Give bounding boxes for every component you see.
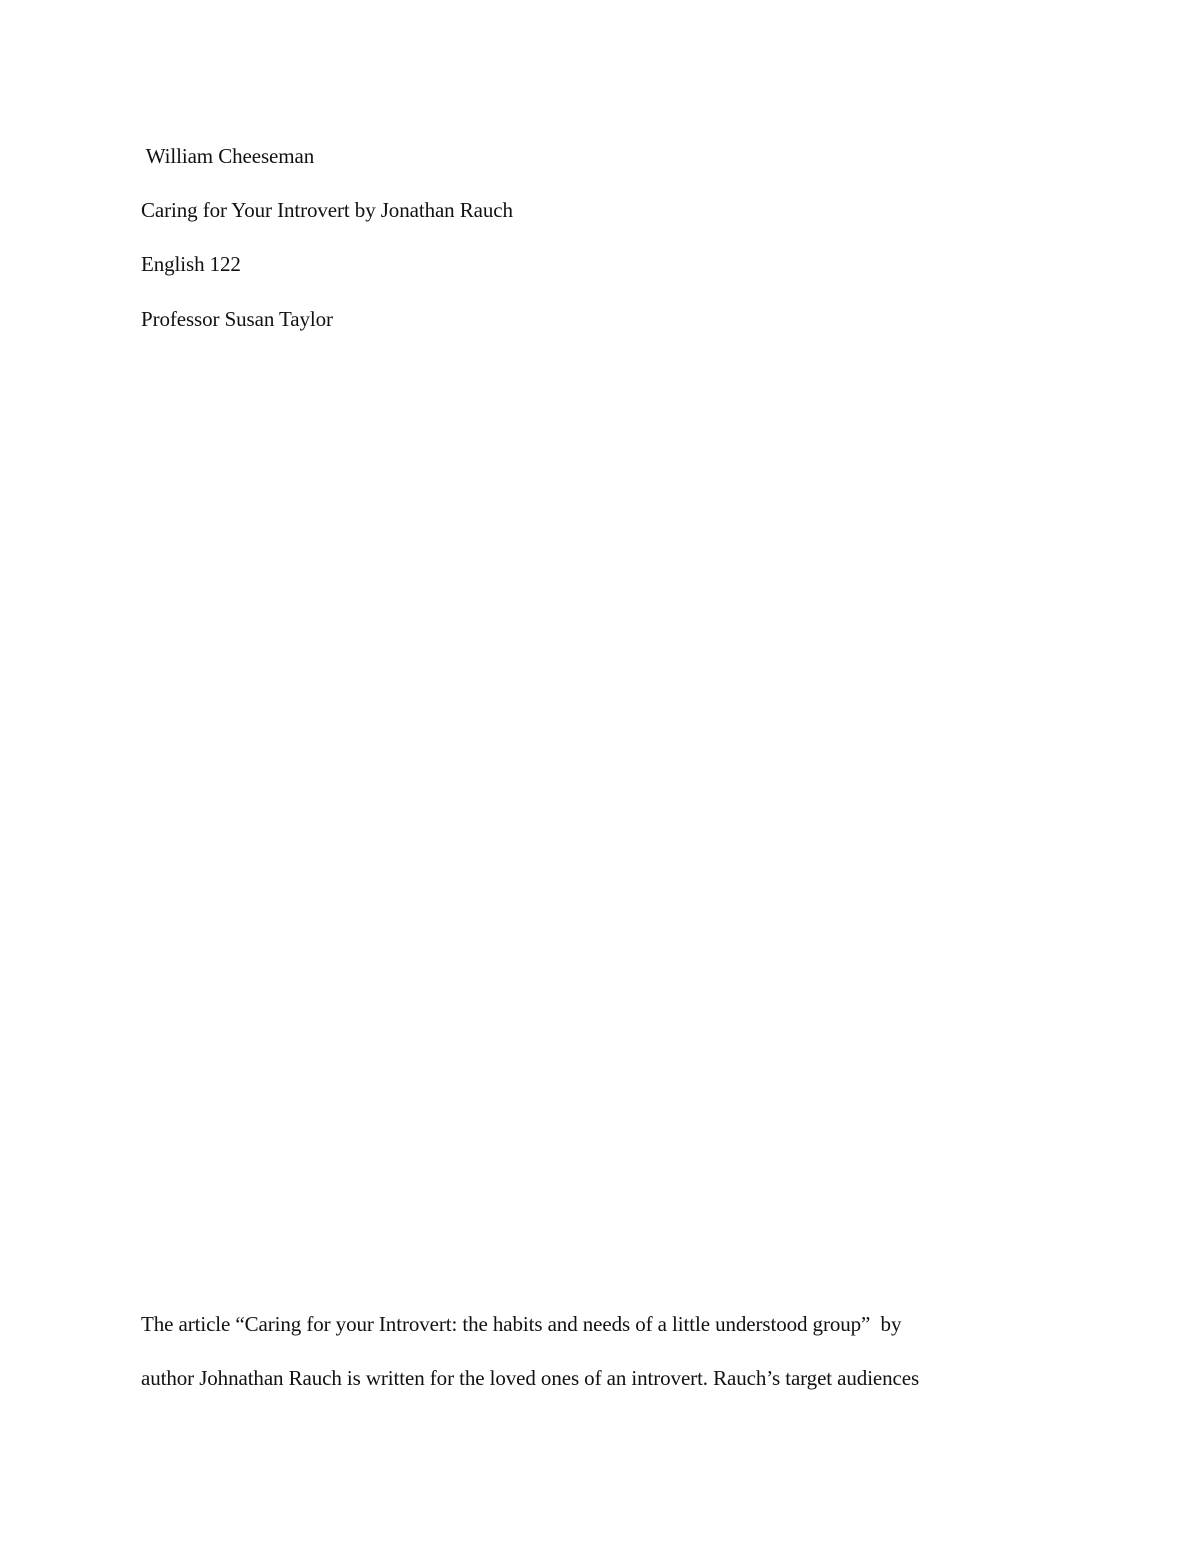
essay-title: Caring for Your Introvert by Jonathan Rauch <box>141 198 513 222</box>
author-name: William Cheeseman <box>141 144 315 168</box>
body-text-line: The article “Caring for your Introvert: the habits and needs of a little understood group” by <box>141 1312 902 1336</box>
professor-name: Professor Susan Taylor <box>141 307 333 331</box>
body-text-line: author Johnathan Rauch is written for the loved ones of an introvert. Rauch’s target audiences <box>141 1366 920 1390</box>
course-name: English 122 <box>141 252 241 276</box>
